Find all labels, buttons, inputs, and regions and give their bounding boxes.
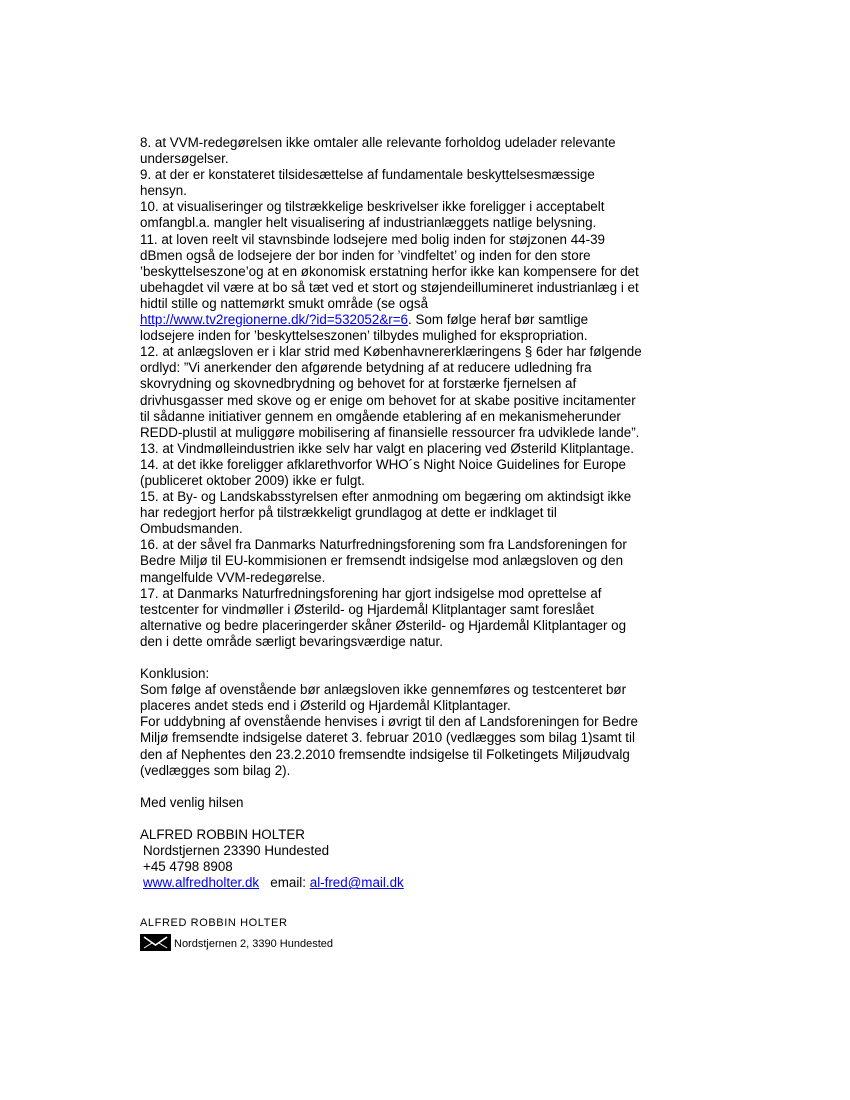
text-line: alternative og bedre placeringerder skåner Østerild- og Hjardemål Klitplantager og	[140, 617, 627, 633]
signature-name: ALFRED ROBBIN HOLTER	[140, 827, 305, 843]
letterhead-footer	[140, 917, 333, 951]
text-line: 14. at det ikke foreligger afklarethvorfor WHO´s Night Noice Guidelines for Europe	[140, 456, 626, 472]
text-line: 17. at Danmarks Naturfredningsforening har gjort indsigelse mod oprettelse af	[140, 585, 602, 601]
envelope-icon	[140, 934, 171, 951]
text-line: skovrydning og skovnedbrydning og behovet for at forstærke fjernelsen af	[140, 376, 577, 392]
text-line: 12. at anlægsloven er i klar strid med Københavnererklæringens § 6der har følgende	[140, 344, 642, 360]
email-label-text: email:	[270, 875, 307, 891]
text-line: dBmen også de lodsejere der bor inden for ’vindfeltet’ og inden for den store	[140, 247, 591, 263]
text-line: testcenter for vindmøller i Østerild- og Hjardemål Klitplantager samt foreslået	[140, 601, 594, 617]
text-line: Som følge af ovenstående bør anlægsloven ikke gennemføres og testcenteret bør	[140, 682, 627, 698]
signature-phone: +45 4798 8908	[143, 859, 233, 875]
text-line: den i dette område særligt bevaringsværdige natur.	[140, 633, 443, 649]
text-line-with-link	[140, 312, 720, 328]
text-after-link: . Som følge heraf bør samtlige	[408, 312, 589, 328]
text-line: hidtil stille og nattemørkt smukt område (se også	[140, 295, 429, 311]
footer-name: ALFRED ROBBIN HOLTER	[140, 917, 288, 929]
tv2-link[interactable]: http://www.tv2regionerne.dk/?id=532052&r=6	[140, 312, 408, 328]
text-line: (publiceret oktober 2009) ikke er fulgt.	[140, 472, 365, 488]
text-line: Miljø fremsendte indsigelse dateret 3. februar 2010 (vedlægges som bilag 1)samt til	[140, 730, 635, 746]
text-line: (vedlægges som bilag 2).	[140, 762, 291, 778]
closing-text: Med venlig hilsen	[140, 794, 244, 810]
blank-line	[140, 779, 720, 795]
text-line: 15. at By- og Landskabsstyrelsen efter anmodning om begæring om aktindsigt ikke	[140, 489, 632, 505]
text-line: har redegjort herfor på tilstrækkeligt grundlagog at dette er indklaget til	[140, 505, 557, 521]
text-line: placeres andet steds end i Østerild og Hjardemål Klitplantager.	[140, 698, 511, 714]
text-line: For uddybning af ovenstående henvises i øvrigt til den af Landsforeningen for Bedre	[140, 714, 638, 730]
blank-line	[140, 811, 720, 827]
text-line: 9. at der er konstateret tilsidesættelse af fundamentale beskyttelsesmæssige	[140, 167, 595, 183]
signature-address: Nordstjernen 23390 Hundested	[143, 843, 330, 859]
signature-contact	[140, 875, 720, 891]
text-line: lodsejere inden for ’beskyttelseszonen’ tilbydes mulighed for ekspropriation.	[140, 328, 588, 344]
conclusion-heading: Konklusion:	[140, 666, 210, 682]
text-line: mangelfulde VVM-redegørelse.	[140, 569, 326, 585]
text-line: hensyn.	[140, 183, 187, 199]
text-line: til sådanne initiativer gennem en omgående etablering af en mekanismeherunder	[140, 408, 621, 424]
text-line: 13. at Vindmølleindustrien ikke selv har valgt en placering ved Østerild Klitplantage.	[140, 440, 634, 456]
text-line: omfangbl.a. mangler helt visualisering af industrianlæggets natlige belysning.	[140, 215, 597, 231]
footer-address-row	[140, 934, 333, 951]
text-line: 8. at VVM-redegørelsen ikke omtaler alle relevante forholdog udelader relevante	[140, 135, 616, 150]
text-line: ubehagdet vil være at bo så tæt ved et stort og støjendeillumineret industrianlæg i et	[140, 279, 639, 295]
text-line: ’beskyttelseszone’og at en økonomisk erstatning herfor ikke kan kompensere for det	[140, 263, 639, 279]
website-link[interactable]: www.alfredholter.dk	[143, 875, 260, 891]
text-line: drivhusgasser med skove og er enige om behovet for at skabe positive incitamenter	[140, 392, 636, 408]
letter-body	[140, 135, 720, 891]
text-line: den af Nephentes den 23.2.2010 fremsendte indsigelse til Folketingets Miljøudvalg	[140, 746, 630, 762]
blank-line	[140, 650, 720, 666]
footer-address: Nordstjernen 2, 3390 Hundested	[174, 938, 333, 950]
email-label	[259, 875, 310, 890]
text-line: Ombudsmanden.	[140, 521, 243, 537]
email-link[interactable]: al-fred@mail.dk	[309, 875, 404, 891]
text-line: 11. at loven reelt vil stavnsbinde lodsejere med bolig inden for støjzonen 44-39	[140, 231, 605, 247]
text-line: Bedre Miljø til EU-kommisionen er fremsendt indsigelse mod anlægsloven og den	[140, 553, 624, 569]
text-line: 16. at der såvel fra Danmarks Naturfredningsforening som fra Landsforeningen for	[140, 537, 627, 553]
text-line: REDD-plustil at muliggøre mobilisering af finansielle ressourcer fra udviklede lande”.	[140, 424, 640, 440]
text-line: undersøgelser.	[140, 151, 229, 167]
text-line: ordlyd: ”Vi anerkender den afgørende betydning af at reducere udledning fra	[140, 360, 592, 376]
text-line: 10. at visualiseringer og tilstrækkelige beskrivelser ikke foreligger i acceptabelt	[140, 199, 605, 215]
